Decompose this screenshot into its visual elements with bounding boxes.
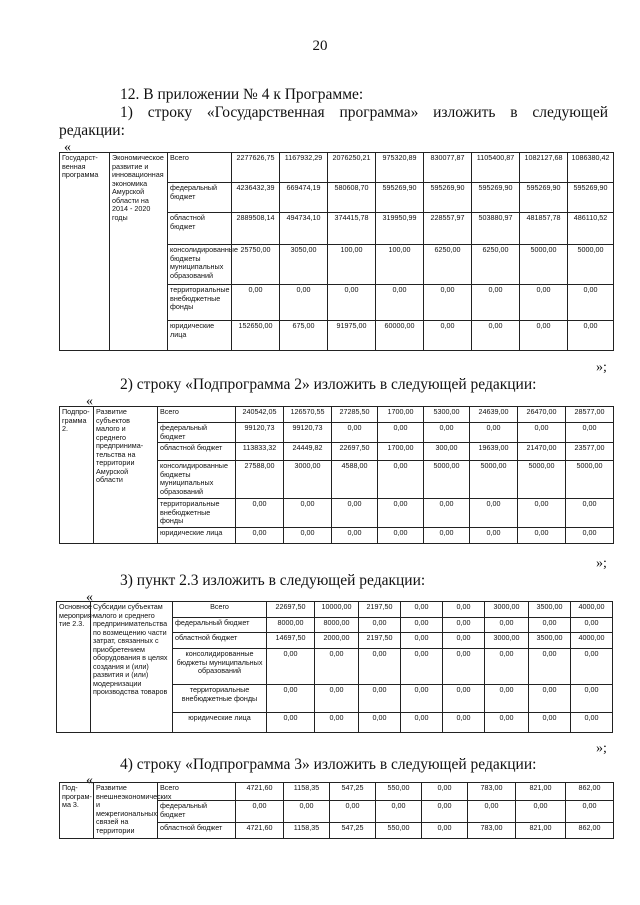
cell: 0,00 [378,423,424,443]
row-label: федеральный бюджет [168,183,232,213]
cell: 0,00 [267,649,315,685]
table4-col2: Развитие внешнеэкономических и межрегиональных связей на территории [94,783,158,839]
cell: 0,00 [424,285,472,321]
cell: 319950,99 [376,213,424,245]
open-quote-3: « [86,590,93,605]
cell: 550,00 [376,823,422,839]
row-label: территориальные внебюджетные фонды [168,285,232,321]
close-quote-3: »; [596,741,607,756]
cell: 28577,00 [566,407,614,423]
cell: 99120,73 [284,423,332,443]
open-quote-1: « [64,140,71,155]
cell: 0,00 [485,713,529,733]
cell: 0,00 [520,285,568,321]
cell: 2889508,14 [232,213,280,245]
cell: 0,00 [376,285,424,321]
item1-e: изложить [433,104,496,121]
cell: 0,00 [518,527,566,543]
cell: 0,00 [566,423,614,443]
cell: 595269,90 [520,183,568,213]
table-row [60,783,614,801]
cell: 228557,97 [424,213,472,245]
cell: 0,00 [378,499,424,528]
cell: 300,00 [424,443,470,461]
row-label: консолидированные бюджеты муниципальных образований [158,461,236,499]
cell: 0,00 [422,801,468,823]
cell: 4721,60 [236,823,284,839]
cell: 494734,10 [280,213,328,245]
cell: 0,00 [401,633,443,649]
cell: 0,00 [236,527,284,543]
cell: 675,00 [280,321,328,351]
cell: 4588,00 [332,461,378,499]
cell: 3500,00 [529,602,571,618]
table-1 [59,152,614,351]
cell: 152650,00 [232,321,280,351]
cell: 0,00 [280,285,328,321]
row-label: федеральный бюджет [173,618,267,633]
row-label: юридические лица [173,713,267,733]
cell: 0,00 [401,649,443,685]
cell: 0,00 [424,527,470,543]
cell: 0,00 [468,801,516,823]
cell: 821,00 [516,823,566,839]
cell: 6250,00 [472,245,520,285]
cell: 783,00 [468,823,516,839]
cell: 595269,90 [568,183,614,213]
close-quote-2: »; [596,556,607,571]
cell: 0,00 [359,649,401,685]
cell: 0,00 [359,713,401,733]
cell: 240542,05 [236,407,284,423]
cell: 91975,00 [328,321,376,351]
table-row [60,407,614,423]
row-label: Всего [158,783,236,801]
cell: 1700,00 [378,443,424,461]
cell: 22697,50 [267,602,315,618]
cell: 0,00 [332,527,378,543]
table-3 [56,601,613,733]
cell: 6250,00 [424,245,472,285]
cell: 0,00 [470,499,518,528]
cell: 1086380,42 [568,153,614,183]
cell: 99120,73 [236,423,284,443]
cell: 0,00 [485,618,529,633]
cell: 0,00 [422,783,468,801]
cell: 0,00 [566,527,614,543]
cell: 0,00 [443,685,485,713]
cell: 1167932,29 [280,153,328,183]
cell: 595269,90 [376,183,424,213]
cell: 783,00 [468,783,516,801]
table4-col1: Под-програм-ма 3. [60,783,94,839]
cell: 0,00 [568,285,614,321]
item1-line2: редакции: [59,122,125,139]
cell: 0,00 [315,713,359,733]
item4: 4) строку «Подпрограмма 3» изложить в следующей редакции: [120,756,537,773]
cell: 0,00 [328,285,376,321]
cell: 0,00 [520,321,568,351]
table-2 [59,406,614,544]
table2-col2: Развитие субъектов малого и среднего предпринима-тельства на территории Амурской области [94,407,158,544]
cell: 669474,19 [280,183,328,213]
cell: 4000,00 [571,633,613,649]
table3-col1: Основное мероприя-тие 2.3. [57,602,91,733]
cell: 8000,00 [315,618,359,633]
table3-col2: Субсидии субъектам малого и среднего предпринимательства по возмещению части затрат, связанных с приобретением оборудования в целях создания и (или) развития и (или) модернизации производства товаров [91,602,173,733]
cell: 0,00 [284,801,330,823]
row-label: федеральный бюджет [158,801,236,823]
row-label: областной бюджет [158,823,236,839]
cell: 3000,00 [485,602,529,618]
row-label: Всего [168,153,232,183]
cell: 975320,89 [376,153,424,183]
item1-a: 1) [120,104,133,121]
cell: 0,00 [472,321,520,351]
cell: 547,25 [330,783,376,801]
cell: 60000,00 [376,321,424,351]
cell: 0,00 [529,618,571,633]
cell: 5000,00 [568,245,614,285]
cell: 547,25 [330,823,376,839]
cell: 0,00 [518,423,566,443]
cell: 0,00 [315,649,359,685]
cell: 0,00 [332,499,378,528]
cell: 503880,97 [472,213,520,245]
cell: 0,00 [529,649,571,685]
cell: 0,00 [401,602,443,618]
cell: 2277626,75 [232,153,280,183]
cell: 22697,50 [332,443,378,461]
cell: 0,00 [566,801,614,823]
cell: 0,00 [518,499,566,528]
cell: 5300,00 [424,407,470,423]
cell: 2197,50 [359,602,401,618]
cell: 0,00 [571,685,613,713]
row-label: юридические лица [168,321,232,351]
cell: 4000,00 [571,602,613,618]
cell: 0,00 [443,713,485,733]
cell: 1105400,87 [472,153,520,183]
cell: 3000,00 [284,461,332,499]
cell: 2197,50 [359,633,401,649]
cell: 0,00 [566,499,614,528]
cell: 23577,00 [566,443,614,461]
cell: 0,00 [529,713,571,733]
cell: 0,00 [236,801,284,823]
row-label: областной бюджет [173,633,267,649]
cell: 0,00 [571,649,613,685]
cell: 2076250,21 [328,153,376,183]
cell: 21470,00 [518,443,566,461]
cell: 580608,70 [328,183,376,213]
cell: 0,00 [443,618,485,633]
cell: 10000,00 [315,602,359,618]
cell: 0,00 [332,423,378,443]
cell: 8000,00 [267,618,315,633]
cell: 26470,00 [518,407,566,423]
item1-b: строку [147,104,193,121]
cell: 481857,78 [520,213,568,245]
cell: 0,00 [424,321,472,351]
cell: 0,00 [284,527,332,543]
cell: 1082127,68 [520,153,568,183]
cell: 19639,00 [470,443,518,461]
cell: 5000,00 [520,245,568,285]
cell: 25750,00 [232,245,280,285]
row-label: территориальные внебюджетные фонды [173,685,267,713]
row-label: областной бюджет [168,213,232,245]
cell: 0,00 [315,685,359,713]
cell: 4721,60 [236,783,284,801]
item3: 3) пункт 2.3 изложить в следующей редакции: [120,572,426,589]
open-quote-2: « [86,394,93,409]
cell: 0,00 [472,285,520,321]
cell: 0,00 [571,713,613,733]
cell: 113833,32 [236,443,284,461]
cell: 0,00 [424,499,470,528]
row-label: территориальные внебюджетные фонды [158,499,236,528]
row-label: Всего [158,407,236,423]
cell: 5000,00 [566,461,614,499]
cell: 0,00 [359,618,401,633]
row-label: консолидированные бюджеты муниципальных образований [168,245,232,285]
cell: 0,00 [267,713,315,733]
cell: 0,00 [378,527,424,543]
close-quote-1: »; [596,360,607,375]
cell: 0,00 [568,321,614,351]
item1-f: в [510,104,518,121]
row-label: консолидированные бюджеты муниципальных образований [173,649,267,685]
cell: 24639,00 [470,407,518,423]
cell: 1700,00 [378,407,424,423]
cell: 0,00 [422,823,468,839]
table2-col1: Подпро-грамма 2. [60,407,94,544]
row-label: федеральный бюджет [158,423,236,443]
cell: 0,00 [376,801,422,823]
heading: 12. В приложении № 4 к Программе: [120,86,364,103]
cell: 0,00 [284,499,332,528]
cell: 0,00 [330,801,376,823]
table-row [57,602,613,618]
cell: 1158,35 [284,823,330,839]
item2: 2) строку «Подпрограмма 2» изложить в следующей редакции: [120,376,537,393]
cell: 862,00 [566,783,614,801]
cell: 0,00 [232,285,280,321]
item1-d: программа» [339,104,419,121]
cell: 3500,00 [529,633,571,649]
cell: 24449,82 [284,443,332,461]
cell: 0,00 [401,713,443,733]
cell: 821,00 [516,783,566,801]
cell: 595269,90 [424,183,472,213]
cell: 3000,00 [485,633,529,649]
table1-col2: Экономическое развитие и инновационная экономика Амурской области на 2014 - 2020 годы [110,153,168,351]
cell: 0,00 [236,499,284,528]
cell: 486110,52 [568,213,614,245]
cell: 4236432,39 [232,183,280,213]
page-number: 20 [312,38,328,54]
row-label: юридические лица [158,527,236,543]
cell: 0,00 [378,461,424,499]
item1-g: следующей [532,104,608,121]
cell: 0,00 [443,649,485,685]
cell: 0,00 [529,685,571,713]
cell: 5000,00 [424,461,470,499]
cell: 27588,00 [236,461,284,499]
item1-c: «Государственная [206,104,325,121]
cell: 1158,35 [284,783,330,801]
cell: 5000,00 [518,461,566,499]
cell: 862,00 [566,823,614,839]
cell: 550,00 [376,783,422,801]
cell: 595269,90 [472,183,520,213]
cell: 14697,50 [267,633,315,649]
cell: 100,00 [328,245,376,285]
cell: 5000,00 [470,461,518,499]
cell: 0,00 [401,685,443,713]
table-4 [59,782,614,839]
cell: 0,00 [267,685,315,713]
open-quote-4: « [86,773,93,788]
cell: 0,00 [443,602,485,618]
cell: 0,00 [485,649,529,685]
cell: 0,00 [359,685,401,713]
table1-col1: Государст-венная программа [60,153,110,351]
row-label: областной бюджет [158,443,236,461]
row-label: Всего [173,602,267,618]
cell: 830077,87 [424,153,472,183]
cell: 0,00 [401,618,443,633]
cell: 0,00 [443,633,485,649]
cell: 0,00 [470,423,518,443]
cell: 2000,00 [315,633,359,649]
cell: 0,00 [516,801,566,823]
cell: 0,00 [571,618,613,633]
cell: 3050,00 [280,245,328,285]
cell: 0,00 [470,527,518,543]
cell: 126570,55 [284,407,332,423]
cell: 27285,50 [332,407,378,423]
table-row [60,153,614,183]
cell: 0,00 [485,685,529,713]
cell: 0,00 [424,423,470,443]
cell: 100,00 [376,245,424,285]
item1-line1 [120,104,608,122]
cell: 374415,78 [328,213,376,245]
